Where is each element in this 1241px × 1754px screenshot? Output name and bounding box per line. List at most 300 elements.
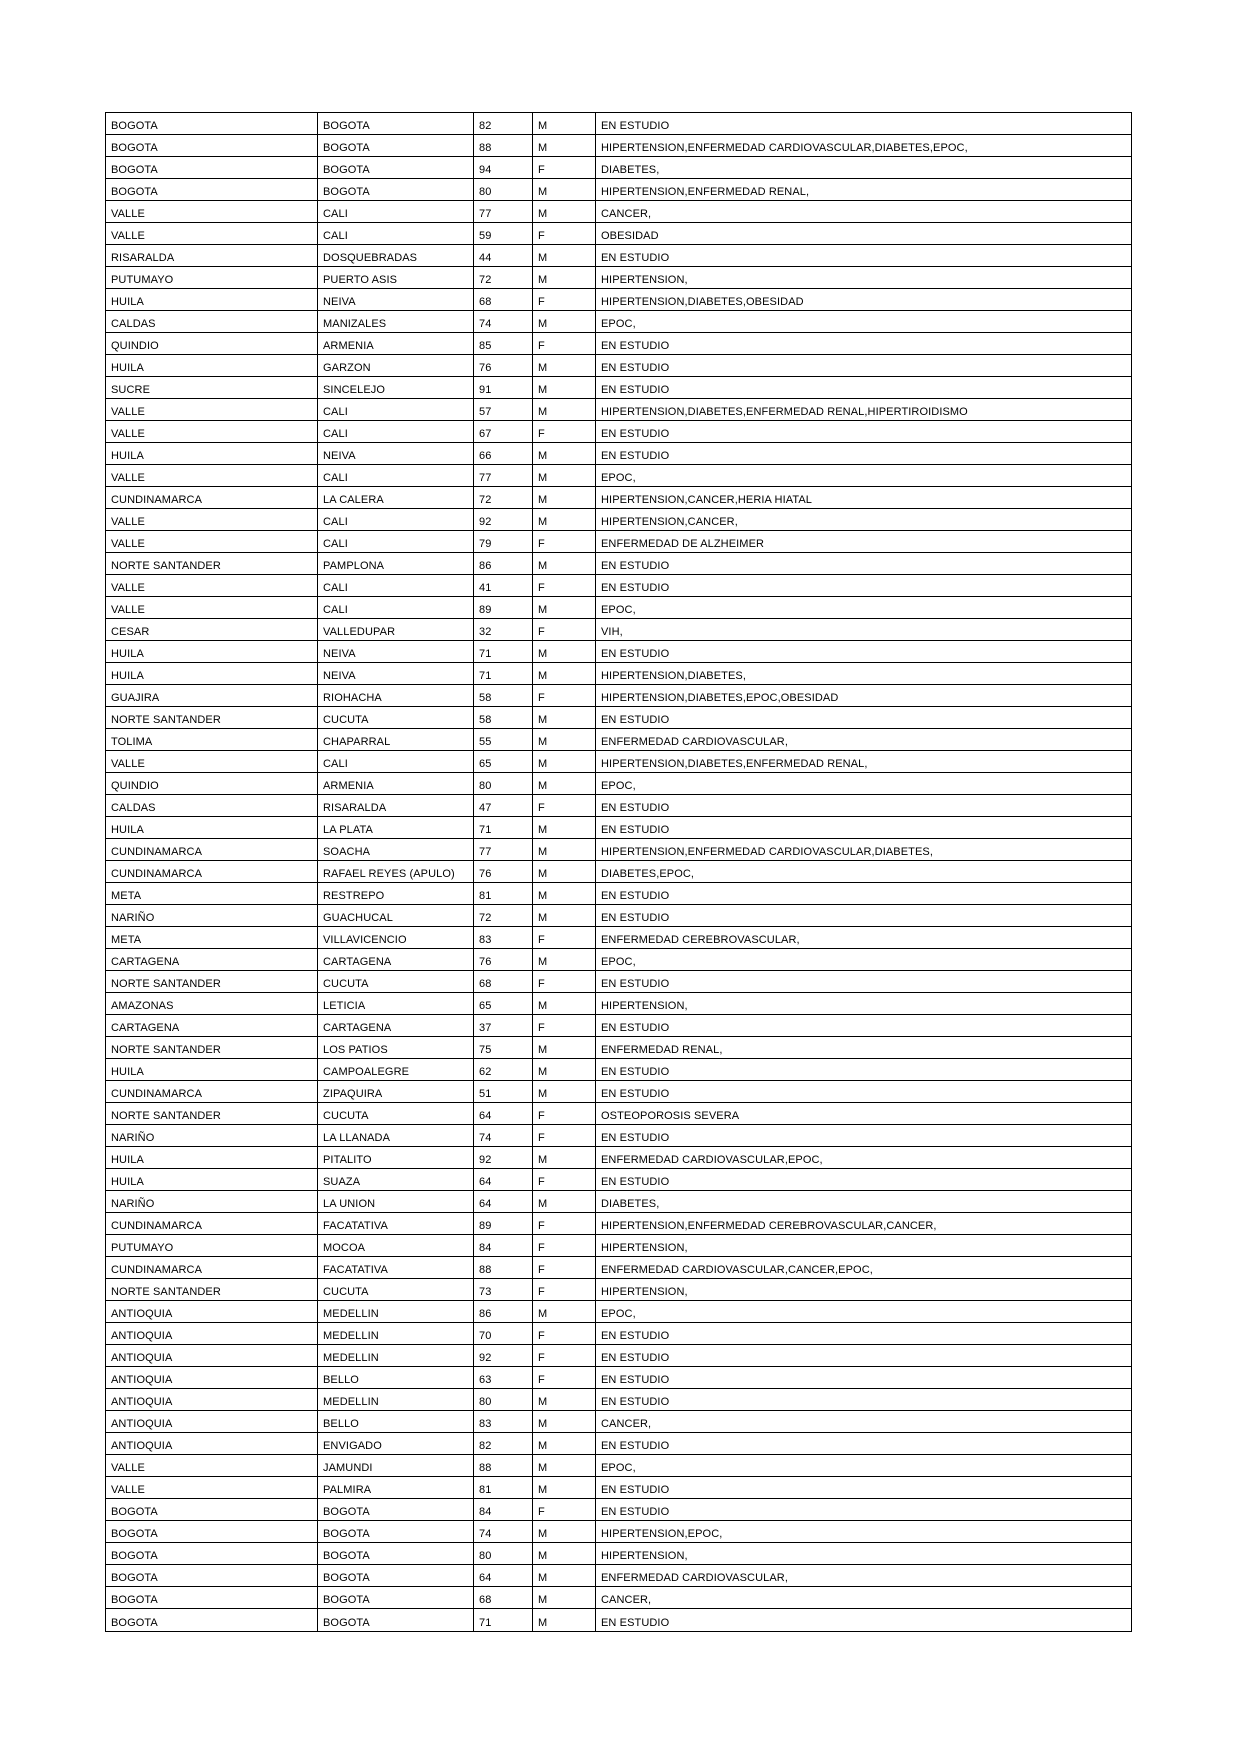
- conditions-cell: EPOC,: [596, 949, 1131, 971]
- sex-cell: M: [533, 113, 596, 135]
- conditions-cell: EN ESTUDIO: [596, 883, 1131, 905]
- table-row: [106, 223, 1131, 245]
- table-row: [106, 927, 1131, 949]
- city-cell: BOGOTA: [318, 1565, 474, 1587]
- table-row: [106, 289, 1131, 311]
- age-cell: 75: [474, 1037, 533, 1059]
- department-cell: CALDAS: [106, 311, 318, 333]
- table-row: [106, 377, 1131, 399]
- sex-cell: M: [533, 707, 596, 729]
- city-cell: VALLEDUPAR: [318, 619, 474, 641]
- city-cell: RIOHACHA: [318, 685, 474, 707]
- conditions-cell: HIPERTENSION,ENFERMEDAD CARDIOVASCULAR,DIABETES,: [596, 839, 1131, 861]
- table-row: [106, 839, 1131, 861]
- sex-cell: F: [533, 927, 596, 949]
- city-cell: JAMUNDI: [318, 1455, 474, 1477]
- city-cell: MEDELLIN: [318, 1301, 474, 1323]
- conditions-cell: HIPERTENSION,DIABETES,OBESIDAD: [596, 289, 1131, 311]
- department-cell: NARIÑO: [106, 1191, 318, 1213]
- age-cell: 92: [474, 1345, 533, 1367]
- city-cell: BOGOTA: [318, 1521, 474, 1543]
- department-cell: CUNDINAMARCA: [106, 839, 318, 861]
- conditions-cell: EN ESTUDIO: [596, 333, 1131, 355]
- age-cell: 89: [474, 597, 533, 619]
- sex-cell: M: [533, 641, 596, 663]
- age-cell: 81: [474, 1477, 533, 1499]
- city-cell: BOGOTA: [318, 1609, 474, 1631]
- table-row: [106, 135, 1131, 157]
- city-cell: NEIVA: [318, 641, 474, 663]
- department-cell: VALLE: [106, 1455, 318, 1477]
- table-row: [106, 157, 1131, 179]
- conditions-cell: EN ESTUDIO: [596, 1345, 1131, 1367]
- conditions-cell: HIPERTENSION,ENFERMEDAD CEREBROVASCULAR,CANCER,: [596, 1213, 1131, 1235]
- conditions-cell: HIPERTENSION,CANCER,HERIA HIATAL: [596, 487, 1131, 509]
- sex-cell: M: [533, 1543, 596, 1565]
- conditions-cell: EN ESTUDIO: [596, 971, 1131, 993]
- table-row: [106, 1191, 1131, 1213]
- age-cell: 71: [474, 641, 533, 663]
- table-row: [106, 465, 1131, 487]
- sex-cell: M: [533, 1059, 596, 1081]
- age-cell: 74: [474, 1125, 533, 1147]
- department-cell: VALLE: [106, 201, 318, 223]
- age-cell: 47: [474, 795, 533, 817]
- age-cell: 68: [474, 971, 533, 993]
- table-row: [106, 883, 1131, 905]
- table-row: [106, 1323, 1131, 1345]
- conditions-cell: CANCER,: [596, 201, 1131, 223]
- city-cell: GUACHUCAL: [318, 905, 474, 927]
- department-cell: BOGOTA: [106, 1609, 318, 1631]
- conditions-cell: EPOC,: [596, 773, 1131, 795]
- sex-cell: M: [533, 311, 596, 333]
- city-cell: MANIZALES: [318, 311, 474, 333]
- department-cell: SUCRE: [106, 377, 318, 399]
- table-row: [106, 949, 1131, 971]
- table-row: [106, 399, 1131, 421]
- department-cell: VALLE: [106, 531, 318, 553]
- city-cell: SINCELEJO: [318, 377, 474, 399]
- table-row: [106, 1565, 1131, 1587]
- sex-cell: F: [533, 1345, 596, 1367]
- conditions-cell: OBESIDAD: [596, 223, 1131, 245]
- table-row: [106, 333, 1131, 355]
- table-row: [106, 1257, 1131, 1279]
- table-row: [106, 311, 1131, 333]
- age-cell: 64: [474, 1103, 533, 1125]
- age-cell: 44: [474, 245, 533, 267]
- department-cell: PUTUMAYO: [106, 1235, 318, 1257]
- age-cell: 64: [474, 1191, 533, 1213]
- conditions-cell: HIPERTENSION,ENFERMEDAD CARDIOVASCULAR,DIABETES,EPOC,: [596, 135, 1131, 157]
- age-cell: 63: [474, 1367, 533, 1389]
- city-cell: SUAZA: [318, 1169, 474, 1191]
- age-cell: 80: [474, 1543, 533, 1565]
- sex-cell: F: [533, 421, 596, 443]
- table-row: [106, 1499, 1131, 1521]
- table-row: [106, 1059, 1131, 1081]
- department-cell: HUILA: [106, 1059, 318, 1081]
- sex-cell: F: [533, 971, 596, 993]
- sex-cell: M: [533, 377, 596, 399]
- table-row: [106, 1433, 1131, 1455]
- sex-cell: F: [533, 1015, 596, 1037]
- city-cell: MOCOA: [318, 1235, 474, 1257]
- sex-cell: F: [533, 1103, 596, 1125]
- department-cell: BOGOTA: [106, 135, 318, 157]
- department-cell: NORTE SANTANDER: [106, 1037, 318, 1059]
- department-cell: BOGOTA: [106, 1543, 318, 1565]
- city-cell: CHAPARRAL: [318, 729, 474, 751]
- conditions-cell: EN ESTUDIO: [596, 575, 1131, 597]
- sex-cell: F: [533, 333, 596, 355]
- city-cell: MEDELLIN: [318, 1323, 474, 1345]
- sex-cell: M: [533, 1433, 596, 1455]
- sex-cell: F: [533, 1499, 596, 1521]
- table-row: [106, 1081, 1131, 1103]
- conditions-cell: EPOC,: [596, 311, 1131, 333]
- department-cell: HUILA: [106, 641, 318, 663]
- department-cell: ANTIOQUIA: [106, 1411, 318, 1433]
- age-cell: 73: [474, 1279, 533, 1301]
- sex-cell: M: [533, 399, 596, 421]
- sex-cell: M: [533, 883, 596, 905]
- department-cell: BOGOTA: [106, 1565, 318, 1587]
- sex-cell: M: [533, 1477, 596, 1499]
- table-row: [106, 245, 1131, 267]
- table-row: [106, 1411, 1131, 1433]
- city-cell: BOGOTA: [318, 1543, 474, 1565]
- conditions-cell: EN ESTUDIO: [596, 641, 1131, 663]
- sex-cell: F: [533, 1323, 596, 1345]
- city-cell: CUCUTA: [318, 1103, 474, 1125]
- city-cell: LA LLANADA: [318, 1125, 474, 1147]
- age-cell: 82: [474, 113, 533, 135]
- age-cell: 76: [474, 355, 533, 377]
- department-cell: BOGOTA: [106, 113, 318, 135]
- table-row: [106, 1125, 1131, 1147]
- city-cell: ENVIGADO: [318, 1433, 474, 1455]
- age-cell: 80: [474, 773, 533, 795]
- conditions-cell: EN ESTUDIO: [596, 1015, 1131, 1037]
- city-cell: CALI: [318, 201, 474, 223]
- table-row: [106, 1235, 1131, 1257]
- conditions-cell: ENFERMEDAD CARDIOVASCULAR,: [596, 1565, 1131, 1587]
- department-cell: RISARALDA: [106, 245, 318, 267]
- conditions-cell: EN ESTUDIO: [596, 1125, 1131, 1147]
- age-cell: 81: [474, 883, 533, 905]
- sex-cell: M: [533, 355, 596, 377]
- department-cell: ANTIOQUIA: [106, 1323, 318, 1345]
- sex-cell: M: [533, 465, 596, 487]
- sex-cell: F: [533, 1125, 596, 1147]
- department-cell: GUAJIRA: [106, 685, 318, 707]
- table-row: [106, 1543, 1131, 1565]
- age-cell: 91: [474, 377, 533, 399]
- sex-cell: M: [533, 751, 596, 773]
- city-cell: CALI: [318, 399, 474, 421]
- conditions-cell: EN ESTUDIO: [596, 1499, 1131, 1521]
- age-cell: 32: [474, 619, 533, 641]
- table-row: [106, 685, 1131, 707]
- conditions-cell: HIPERTENSION,DIABETES,ENFERMEDAD RENAL,: [596, 751, 1131, 773]
- table-row: [106, 971, 1131, 993]
- department-cell: NARIÑO: [106, 905, 318, 927]
- conditions-cell: EN ESTUDIO: [596, 355, 1131, 377]
- city-cell: RAFAEL REYES (APULO): [318, 861, 474, 883]
- sex-cell: M: [533, 1389, 596, 1411]
- age-cell: 86: [474, 553, 533, 575]
- conditions-cell: EN ESTUDIO: [596, 377, 1131, 399]
- city-cell: FACATATIVA: [318, 1257, 474, 1279]
- conditions-cell: EN ESTUDIO: [596, 1323, 1131, 1345]
- age-cell: 77: [474, 465, 533, 487]
- department-cell: TOLIMA: [106, 729, 318, 751]
- city-cell: NEIVA: [318, 443, 474, 465]
- conditions-cell: EN ESTUDIO: [596, 1059, 1131, 1081]
- sex-cell: M: [533, 201, 596, 223]
- table-row: [106, 795, 1131, 817]
- conditions-cell: EN ESTUDIO: [596, 443, 1131, 465]
- table-row: [106, 1455, 1131, 1477]
- age-cell: 74: [474, 1521, 533, 1543]
- sex-cell: F: [533, 1279, 596, 1301]
- department-cell: VALLE: [106, 399, 318, 421]
- city-cell: CALI: [318, 465, 474, 487]
- sex-cell: M: [533, 1455, 596, 1477]
- table-row: [106, 1477, 1131, 1499]
- conditions-cell: EN ESTUDIO: [596, 707, 1131, 729]
- table-row: [106, 113, 1131, 135]
- sex-cell: M: [533, 1565, 596, 1587]
- city-cell: LA PLATA: [318, 817, 474, 839]
- conditions-cell: EN ESTUDIO: [596, 421, 1131, 443]
- sex-cell: M: [533, 1609, 596, 1631]
- sex-cell: M: [533, 773, 596, 795]
- city-cell: CARTAGENA: [318, 1015, 474, 1037]
- department-cell: CUNDINAMARCA: [106, 1081, 318, 1103]
- age-cell: 58: [474, 685, 533, 707]
- sex-cell: F: [533, 1257, 596, 1279]
- table-row: [106, 1609, 1131, 1631]
- table-row: [106, 575, 1131, 597]
- age-cell: 70: [474, 1323, 533, 1345]
- city-cell: GARZON: [318, 355, 474, 377]
- city-cell: NEIVA: [318, 663, 474, 685]
- city-cell: MEDELLIN: [318, 1389, 474, 1411]
- table-row: [106, 201, 1131, 223]
- age-cell: 88: [474, 1455, 533, 1477]
- conditions-cell: EN ESTUDIO: [596, 1389, 1131, 1411]
- conditions-cell: EN ESTUDIO: [596, 1169, 1131, 1191]
- age-cell: 41: [474, 575, 533, 597]
- conditions-cell: HIPERTENSION,: [596, 267, 1131, 289]
- sex-cell: M: [533, 663, 596, 685]
- sex-cell: F: [533, 795, 596, 817]
- conditions-cell: HIPERTENSION,: [596, 993, 1131, 1015]
- age-cell: 57: [474, 399, 533, 421]
- table-row: [106, 1389, 1131, 1411]
- table-row: [106, 443, 1131, 465]
- table-row: [106, 1279, 1131, 1301]
- age-cell: 71: [474, 663, 533, 685]
- age-cell: 65: [474, 993, 533, 1015]
- city-cell: BELLO: [318, 1367, 474, 1389]
- patients-table: [105, 112, 1132, 1632]
- city-cell: CUCUTA: [318, 707, 474, 729]
- conditions-cell: HIPERTENSION,CANCER,: [596, 509, 1131, 531]
- age-cell: 55: [474, 729, 533, 751]
- age-cell: 68: [474, 289, 533, 311]
- department-cell: BOGOTA: [106, 179, 318, 201]
- conditions-cell: EN ESTUDIO: [596, 245, 1131, 267]
- age-cell: 80: [474, 1389, 533, 1411]
- table-row: [106, 487, 1131, 509]
- department-cell: VALLE: [106, 751, 318, 773]
- conditions-cell: ENFERMEDAD CEREBROVASCULAR,: [596, 927, 1131, 949]
- sex-cell: M: [533, 597, 596, 619]
- table-row: [106, 1345, 1131, 1367]
- department-cell: ANTIOQUIA: [106, 1433, 318, 1455]
- sex-cell: M: [533, 487, 596, 509]
- sex-cell: M: [533, 729, 596, 751]
- conditions-cell: HIPERTENSION,EPOC,: [596, 1521, 1131, 1543]
- conditions-cell: DIABETES,: [596, 1191, 1131, 1213]
- age-cell: 65: [474, 751, 533, 773]
- city-cell: ARMENIA: [318, 773, 474, 795]
- age-cell: 89: [474, 1213, 533, 1235]
- conditions-cell: VIH,: [596, 619, 1131, 641]
- city-cell: LOS PATIOS: [318, 1037, 474, 1059]
- sex-cell: M: [533, 905, 596, 927]
- city-cell: RISARALDA: [318, 795, 474, 817]
- age-cell: 59: [474, 223, 533, 245]
- age-cell: 68: [474, 1587, 533, 1609]
- sex-cell: M: [533, 553, 596, 575]
- age-cell: 62: [474, 1059, 533, 1081]
- table-row: [106, 553, 1131, 575]
- table-row: [106, 905, 1131, 927]
- department-cell: CESAR: [106, 619, 318, 641]
- conditions-cell: HIPERTENSION,DIABETES,ENFERMEDAD RENAL,HIPERTIROIDISMO: [596, 399, 1131, 421]
- sex-cell: F: [533, 157, 596, 179]
- department-cell: CARTAGENA: [106, 949, 318, 971]
- city-cell: PALMIRA: [318, 1477, 474, 1499]
- table-row: [106, 1147, 1131, 1169]
- conditions-cell: ENFERMEDAD RENAL,: [596, 1037, 1131, 1059]
- age-cell: 84: [474, 1499, 533, 1521]
- age-cell: 83: [474, 1411, 533, 1433]
- sex-cell: F: [533, 1213, 596, 1235]
- table-row: [106, 641, 1131, 663]
- conditions-cell: EN ESTUDIO: [596, 1367, 1131, 1389]
- age-cell: 83: [474, 927, 533, 949]
- table-row: [106, 1521, 1131, 1543]
- age-cell: 76: [474, 949, 533, 971]
- department-cell: CUNDINAMARCA: [106, 487, 318, 509]
- age-cell: 72: [474, 487, 533, 509]
- sex-cell: M: [533, 839, 596, 861]
- department-cell: NORTE SANTANDER: [106, 1279, 318, 1301]
- department-cell: HUILA: [106, 443, 318, 465]
- department-cell: ANTIOQUIA: [106, 1301, 318, 1323]
- sex-cell: M: [533, 245, 596, 267]
- table-row: [106, 1367, 1131, 1389]
- city-cell: CALI: [318, 421, 474, 443]
- conditions-cell: ENFERMEDAD CARDIOVASCULAR,EPOC,: [596, 1147, 1131, 1169]
- department-cell: META: [106, 883, 318, 905]
- sex-cell: F: [533, 531, 596, 553]
- conditions-cell: EN ESTUDIO: [596, 1433, 1131, 1455]
- conditions-cell: EN ESTUDIO: [596, 817, 1131, 839]
- table-row: [106, 751, 1131, 773]
- sex-cell: M: [533, 1191, 596, 1213]
- conditions-cell: HIPERTENSION,: [596, 1235, 1131, 1257]
- sex-cell: M: [533, 1081, 596, 1103]
- table-row: [106, 773, 1131, 795]
- age-cell: 84: [474, 1235, 533, 1257]
- department-cell: HUILA: [106, 1147, 318, 1169]
- department-cell: CUNDINAMARCA: [106, 861, 318, 883]
- age-cell: 86: [474, 1301, 533, 1323]
- sex-cell: M: [533, 443, 596, 465]
- department-cell: NARIÑO: [106, 1125, 318, 1147]
- conditions-cell: EPOC,: [596, 465, 1131, 487]
- city-cell: BOGOTA: [318, 1587, 474, 1609]
- conditions-cell: EPOC,: [596, 1301, 1131, 1323]
- city-cell: BOGOTA: [318, 157, 474, 179]
- department-cell: VALLE: [106, 465, 318, 487]
- table-row: [106, 597, 1131, 619]
- city-cell: PUERTO ASIS: [318, 267, 474, 289]
- conditions-cell: EN ESTUDIO: [596, 1081, 1131, 1103]
- age-cell: 64: [474, 1169, 533, 1191]
- table-row: [106, 861, 1131, 883]
- sex-cell: M: [533, 993, 596, 1015]
- department-cell: VALLE: [106, 223, 318, 245]
- department-cell: ANTIOQUIA: [106, 1389, 318, 1411]
- age-cell: 80: [474, 179, 533, 201]
- city-cell: CALI: [318, 575, 474, 597]
- department-cell: QUINDIO: [106, 333, 318, 355]
- table-row: [106, 421, 1131, 443]
- conditions-cell: HIPERTENSION,DIABETES,EPOC,OBESIDAD: [596, 685, 1131, 707]
- sex-cell: M: [533, 949, 596, 971]
- department-cell: HUILA: [106, 663, 318, 685]
- sex-cell: M: [533, 509, 596, 531]
- table-row: [106, 1037, 1131, 1059]
- table-row: [106, 1015, 1131, 1037]
- sex-cell: M: [533, 1521, 596, 1543]
- conditions-cell: EN ESTUDIO: [596, 1477, 1131, 1499]
- city-cell: SOACHA: [318, 839, 474, 861]
- department-cell: BOGOTA: [106, 1587, 318, 1609]
- sex-cell: F: [533, 1367, 596, 1389]
- department-cell: QUINDIO: [106, 773, 318, 795]
- conditions-cell: EN ESTUDIO: [596, 553, 1131, 575]
- city-cell: VILLAVICENCIO: [318, 927, 474, 949]
- conditions-cell: CANCER,: [596, 1587, 1131, 1609]
- sex-cell: M: [533, 179, 596, 201]
- age-cell: 58: [474, 707, 533, 729]
- city-cell: LETICIA: [318, 993, 474, 1015]
- department-cell: NORTE SANTANDER: [106, 971, 318, 993]
- city-cell: BELLO: [318, 1411, 474, 1433]
- table-row: [106, 1587, 1131, 1609]
- table-row: [106, 179, 1131, 201]
- department-cell: BOGOTA: [106, 1499, 318, 1521]
